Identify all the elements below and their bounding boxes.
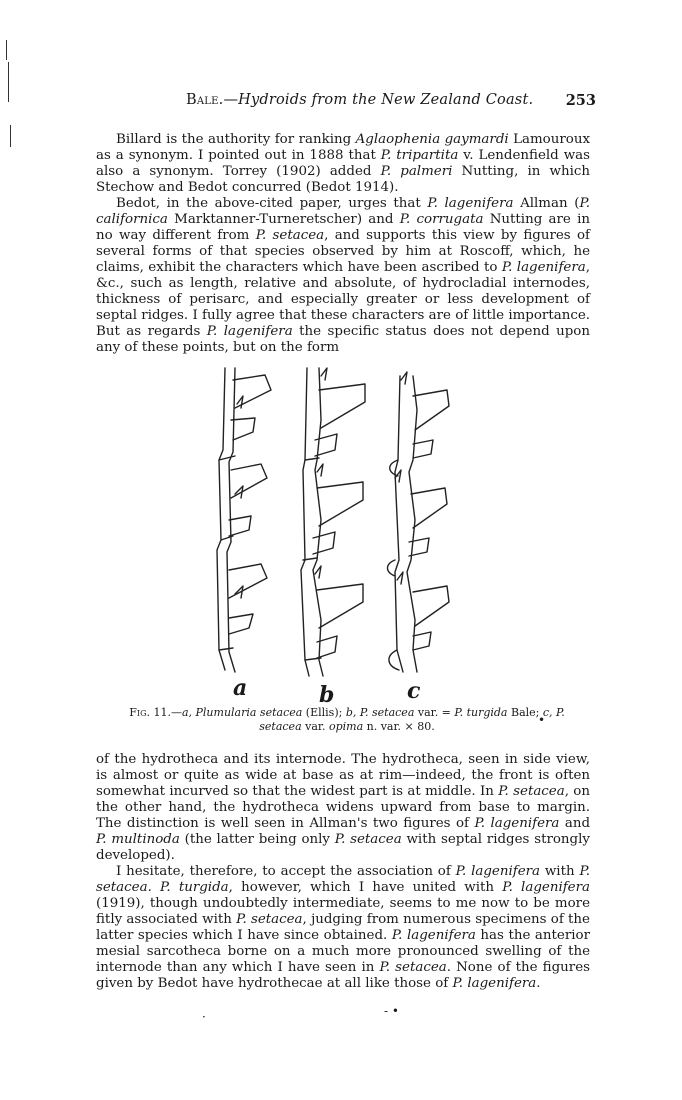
header-title: —Hydroids from the New Zealand Coast.: [223, 92, 534, 108]
taxon-name: P. multinoda: [96, 832, 180, 847]
margin-scan-mark: [10, 125, 11, 147]
page-number: 253: [565, 92, 596, 109]
text-run: v. Lendenfield was also a synonym. Torrey (1902) added: [96, 148, 591, 179]
running-title: [186, 92, 533, 108]
text-run: Billard is the authority for ranking: [116, 132, 356, 147]
text-run: var. =: [414, 706, 455, 719]
text-run: (1919), though undoubtedly intermediate, seems to me now to be more fitly associated with: [96, 896, 590, 927]
text-run: Allman (: [513, 196, 580, 211]
text-run: (the latter being only: [179, 832, 335, 847]
margin-scan-mark: [8, 62, 9, 102]
text-run: . None of the figures given by Bedot have hydrothecae at all like those of: [96, 960, 590, 991]
text-run: Bedot, in the above-cited paper, urges that: [116, 196, 428, 211]
text-run: Marktanner-Turneretscher) and: [167, 212, 400, 227]
taxon-name: P. turgida: [454, 706, 508, 719]
taxon-name: opima: [328, 720, 364, 733]
taxon-name: P. setacea: [255, 228, 325, 243]
text-run: var.: [301, 720, 329, 733]
taxon-name: P. setacea: [379, 960, 447, 975]
hydroid-illustrations: [195, 360, 495, 680]
text-run: Fig. 11.: [129, 706, 171, 719]
figure-caption: [112, 706, 582, 734]
stray-mark: ·: [202, 1010, 206, 1024]
figure-letter-b: b: [319, 682, 335, 708]
text-run: , however, which I have united with: [228, 880, 503, 895]
stray-mark: - •: [384, 1004, 399, 1018]
text-run: , on the other hand, the hydrotheca widens upward from base to margin. The distinction is well seen in Allman's two figures of: [96, 784, 590, 831]
running-header: [96, 92, 596, 112]
text-run: , &c., such as length, relative and absolute, of hydrocladial internodes, thickness of perisarc, and especially greater or less development of septal ridges. I fully agree that these characters are of little importance. But as regards: [96, 260, 590, 339]
taxon-name: P. lagenifera: [455, 864, 540, 879]
taxon-name: P. tripartita: [380, 148, 459, 163]
body-text-top: [96, 132, 590, 356]
text-run: I hesitate, therefore, to accept the association of: [116, 864, 456, 879]
text-run: —: [170, 706, 182, 719]
paragraph: [96, 752, 590, 864]
text-run: has the anterior mesial sarcotheca borne on a much more pronounced swelling of the internode than any which I have seen in: [96, 928, 590, 975]
text-run: with septal ridges strongly developed).: [96, 832, 590, 863]
taxon-name: a, Plumularia setacea: [181, 706, 303, 719]
figure-letter-a: a: [233, 675, 248, 701]
taxon-name: b, P. setacea: [345, 706, 415, 719]
margin-scan-mark: [6, 40, 7, 60]
taxon-name: Aglaophenia gaymardi: [355, 132, 509, 147]
figure-11: [195, 360, 495, 708]
taxon-name: P. setacea: [236, 912, 303, 927]
taxon-name: P. lagenifera: [206, 324, 293, 339]
paragraph: [96, 196, 590, 356]
text-run: (Ellis);: [302, 706, 346, 719]
taxon-name: P. setacea. P. turgida: [96, 864, 590, 895]
text-run: the specific status does not depend upon any of these points, but on the form: [96, 324, 590, 355]
taxon-name: P. lagenifera: [427, 196, 514, 211]
taxon-name: c, P. setacea: [259, 706, 565, 733]
taxon-name: P. corrugata: [399, 212, 484, 227]
text-run: Bale;: [507, 706, 543, 719]
taxon-name: P. lagenifera: [501, 260, 586, 275]
taxon-name: P. lagenifera: [391, 928, 476, 943]
text-run: Nutting are in no way different from: [96, 212, 590, 243]
taxon-name: P. palmeri: [380, 164, 453, 179]
taxon-name: P. setacea: [498, 784, 565, 799]
illustration-b: [301, 368, 365, 676]
text-run: with: [540, 864, 580, 879]
taxon-name: P. lagenifera: [502, 880, 590, 895]
taxon-name: P. californica: [96, 196, 590, 227]
paragraph: [96, 132, 590, 196]
body-text-bottom: [96, 752, 590, 992]
paragraph: [96, 864, 590, 992]
text-run: Nutting, in which Stechow and Bedot concurred (Bedot 1914).: [96, 164, 591, 195]
taxon-name: P. setacea: [334, 832, 402, 847]
text-run: and: [559, 816, 591, 831]
illustration-a: [217, 368, 271, 672]
taxon-name: P. lagenifera: [474, 816, 560, 831]
illustration-c: [388, 372, 450, 672]
figure-letter-c: c: [407, 678, 421, 704]
text-run: of the hydrotheca and its internode. The hydrotheca, seen in side view, is almost or quite as wide at base as at rim—indeed, the front is often somewhat incurved so that the widest part is at middle. In: [96, 752, 590, 799]
text-run: n. var. × 80.: [363, 720, 435, 733]
text-run: , and supports this view by figures of several forms of that species observed by him at Roscoff, which, he claims, exhibit the characters which have been ascribed to: [96, 228, 590, 275]
text-run: , judging from numerous specimens of the latter species which I have since obtained.: [96, 912, 590, 943]
stray-mark: •: [538, 713, 546, 727]
header-author: Bale.: [186, 92, 224, 108]
taxon-name: P. lagenifera: [452, 976, 537, 991]
text-run: Lamouroux as a synonym. I pointed out in 1888 that: [96, 132, 590, 163]
text-run: .: [536, 976, 541, 991]
